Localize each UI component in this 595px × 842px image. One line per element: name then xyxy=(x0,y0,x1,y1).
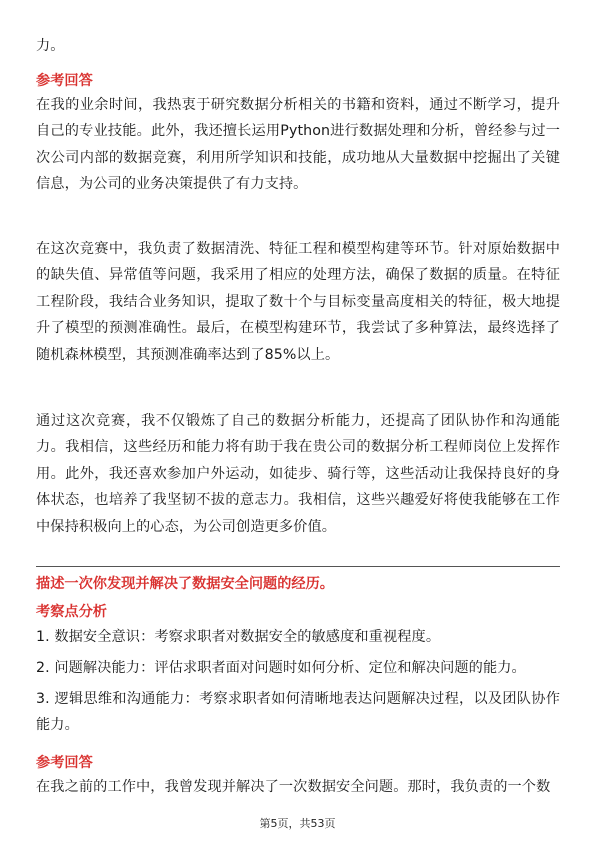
answer-paragraph: 在我之前的工作中，我曾发现并解决了一次数据安全问题。那时，我负责的一个数 xyxy=(36,779,551,795)
answer-paragraph: 通过这次竞赛，我不仅锻炼了自己的数据分析能力，还提高了团队协作和沟通能力。我相信，这些经历和能力将有助于我在贵公司的数据分析工程师岗位上发挥作用。此外，我还喜欢参加户外运动，如徒步、骑行等，这些活动让我保持良好的身体状态，也培养了我坚韧不拔的意志力。我相信，这些兴趣爱好将使我能够在工作中保持积极向上的心态，为公司创造更多价值。 xyxy=(36,413,560,535)
continuation-text: 力。 xyxy=(36,38,65,54)
answer-paragraph: 在我的业余时间，我热衷于研究数据分析相关的书籍和资料，通过不断学习，提升自己的专业技能。此外，我还擅长运用Python进行数据处理和分析，曾经参与过一次公司内部的数据竞赛，利用所学知识和技能，成功地从大量数据中挖掘出了关键信息，为公司的业务决策提供了有力支持。 xyxy=(36,97,560,193)
analysis-heading: 考察点分析 xyxy=(36,604,107,620)
answer-paragraph: 在这次竞赛中，我负责了数据清洗、特征工程和模型构建等环节。针对原始数据中的缺失值、异常值等问题，我采用了相应的处理方法，确保了数据的质量。在特征工程阶段，我结合业务知识，提取了数十个与目标变量高度相关的特征，极大地提升了模型的预测准确性。最后，在模型构建环节，我尝试了多种算法，最终选择了随机森林模型，其预测准确率达到了85%以上。 xyxy=(36,241,560,363)
analysis-item: 1. 数据安全意识：考察求职者对数据安全的敏感度和重视程度。 xyxy=(36,629,441,645)
analysis-item: 3. 逻辑思维和沟通能力：考察求职者如何清晰地表达问题解决过程，以及团队协作能力。 xyxy=(36,691,560,734)
question-title: 描述一次你发现并解决了数据安全问题的经历。 xyxy=(36,576,334,592)
answer-heading: 参考回答 xyxy=(36,755,93,771)
section-divider xyxy=(36,566,560,567)
answer-heading: 参考回答 xyxy=(36,73,93,89)
page-number: 第5页，共53页 xyxy=(259,817,336,830)
analysis-item: 2. 问题解决能力：评估求职者面对问题时如何分析、定位和解决问题的能力。 xyxy=(36,660,526,676)
